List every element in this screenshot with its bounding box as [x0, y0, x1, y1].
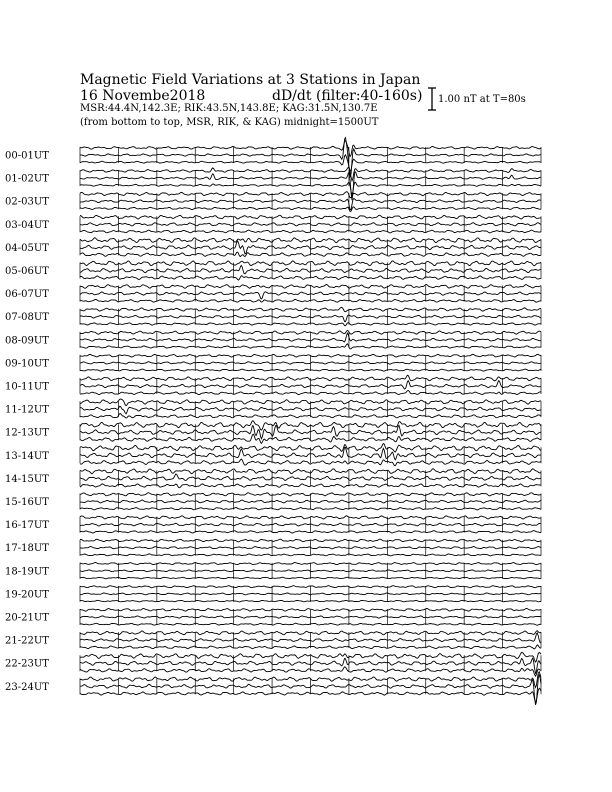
- chart-date: 16 Novembe2018: [80, 88, 206, 104]
- minute-ticks: [80, 147, 541, 163]
- hour-row: [5, 608, 541, 625]
- hour-label: 08-09UT: [5, 335, 49, 347]
- hour-row: [5, 215, 541, 233]
- hour-label: 13-14UT: [5, 450, 49, 462]
- hour-row: [5, 586, 541, 602]
- hour-label: 10-11UT: [5, 381, 49, 393]
- hour-row: [5, 631, 541, 649]
- hour-label: 01-02UT: [5, 173, 49, 185]
- scale-label: 1.00 nT at T=80s: [438, 94, 526, 105]
- hour-row: [5, 261, 541, 280]
- hour-row: [5, 285, 541, 303]
- hour-label: 11-12UT: [5, 404, 49, 416]
- hour-row: [5, 354, 541, 371]
- hour-label: 18-19UT: [5, 566, 49, 578]
- hour-label: 07-08UT: [5, 312, 49, 324]
- hour-row: [5, 307, 541, 325]
- hour-label: 05-06UT: [5, 266, 49, 277]
- stations-line: MSR:44.4N,142.3E; RIK:43.5N,143.8E; KAG:31.5N,130.7E: [80, 103, 378, 114]
- hour-label: 09-10UT: [5, 358, 49, 370]
- hour-row: [5, 399, 541, 418]
- hour-row: [5, 421, 541, 444]
- hour-label: 17-18UT: [5, 543, 49, 555]
- hour-row: [5, 192, 541, 212]
- quantity-label: dD/dt (filter:40-160s): [272, 88, 423, 104]
- hour-label: 02-03UT: [5, 196, 49, 208]
- hour-row: [5, 167, 541, 200]
- station-order-line: (from bottom to top, MSR, RIK, & KAG) midnight=1500UT: [80, 117, 379, 128]
- hour-label: 16-17UT: [5, 520, 49, 532]
- hour-label: 22-23UT: [5, 658, 49, 670]
- hour-row: [5, 375, 541, 394]
- hour-label: 04-05UT: [5, 242, 49, 254]
- hour-row: [5, 469, 541, 488]
- hour-label: 14-15UT: [5, 473, 49, 485]
- hour-label: 21-22UT: [5, 635, 49, 647]
- hour-row: [5, 516, 541, 533]
- hour-rows: [5, 138, 541, 705]
- hour-row: [5, 563, 541, 579]
- hour-row: [5, 539, 541, 556]
- hour-label: 00-01UT: [5, 150, 49, 162]
- hour-label: 06-07UT: [5, 289, 49, 301]
- hour-label: 15-16UT: [5, 497, 49, 508]
- hour-row: [5, 672, 541, 705]
- hour-label: 20-21UT: [5, 612, 49, 624]
- hour-row: [5, 330, 541, 349]
- hour-label: 12-13UT: [5, 427, 49, 439]
- hour-row: [5, 652, 541, 676]
- chart-title: Magnetic Field Variations at 3 Stations in Japan: [80, 72, 421, 88]
- scale-bar: [428, 88, 436, 110]
- hour-row: [5, 444, 541, 466]
- hour-label: 03-04UT: [5, 219, 49, 231]
- hour-row: [5, 238, 541, 257]
- hour-label: 19-20UT: [5, 589, 49, 601]
- hour-row: [5, 493, 541, 510]
- hour-label: 23-24UT: [5, 681, 49, 693]
